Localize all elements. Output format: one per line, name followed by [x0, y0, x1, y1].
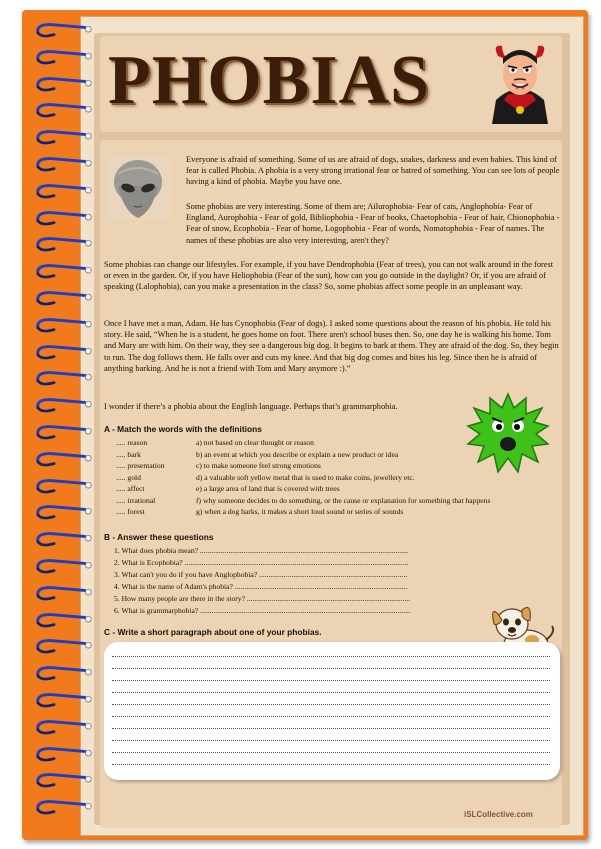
- spiral-ring-icon: [30, 612, 98, 630]
- writing-line: [112, 656, 550, 657]
- spiral-ring-icon: [30, 558, 98, 576]
- spiral-ring-icon: [30, 129, 98, 147]
- spiral-ring-icon: [30, 504, 98, 522]
- writing-line: [112, 668, 550, 669]
- spiral-ring-icon: [30, 746, 98, 764]
- spiral-ring-icon: [30, 799, 98, 817]
- spiral-ring-icon: [30, 772, 98, 790]
- question-item: 2. What is Ecophobia? ......................................................................................................................: [114, 558, 409, 567]
- paragraph-grammarphobia: I wonder if there’s a phobia about the English language. Perhaps that’s grammarphobia.: [104, 402, 398, 411]
- writing-line: [112, 728, 550, 729]
- devil-illustration-icon: [490, 42, 550, 124]
- question-item: 4. What is the name of Adam's phobia? ...........................................................................................: [114, 582, 408, 591]
- writing-line: [112, 692, 550, 693]
- match-word: ..... irrational: [116, 495, 156, 505]
- paragraph-lifestyles: Some phobias can change our lifestyles. For example, if you have Dendrophobia (Fear of trees), you can not walk around in the forest or even in the garden. Or, if you have Heliophobia (Fear of the sun), how can you go outside in the daylight? Or, if you are afraid of speaking (Lalophobia), can you make a presentation in the class? So, some phobias affect some people in an unpleasant way.: [104, 260, 554, 292]
- spiral-ring-icon: [30, 370, 98, 388]
- match-word: ..... affect: [116, 484, 145, 493]
- spiral-ring-icon: [30, 210, 98, 228]
- section-b-heading: B - Answer these questions: [104, 532, 214, 542]
- writing-line: [112, 704, 550, 705]
- spiral-ring-icon: [30, 451, 98, 469]
- spiral-ring-icon: [30, 317, 98, 335]
- writing-line: [112, 764, 550, 765]
- match-definition: a) not based on clear thought or reason: [196, 438, 314, 447]
- spiral-ring-icon: [30, 183, 98, 201]
- match-definition: e) a large area of land that is covered with trees: [196, 484, 340, 493]
- spiral-ring-icon: [30, 236, 98, 254]
- question-item: 3. What can't you do if you have Anglophobia? ..............................................................................: [114, 570, 408, 579]
- question-item: 1. What does phobia mean? ..............................................................................................................: [114, 546, 409, 555]
- spiral-ring-icon: [30, 156, 98, 174]
- spiral-ring-icon: [30, 719, 98, 737]
- match-word: ..... reason: [116, 438, 148, 447]
- intro-paragraph: Everyone is afraid of something. Some of us are afraid of dogs, snakes, darkness and even babies. This kind of fear is called Phobia. A phobia is a very strong irrational fear or hatred of something. You can see lots of people having a kind of phobia. Maybe you have one.: [186, 155, 560, 187]
- writing-area[interactable]: [104, 642, 560, 780]
- match-table: [116, 438, 562, 518]
- alien-photo-icon: [106, 156, 170, 220]
- section-c-heading: C - Write a short paragraph about one of your phobias.: [104, 627, 322, 637]
- writing-line: [112, 716, 550, 717]
- spiral-ring-icon: [30, 531, 98, 549]
- spiral-ring-icon: [30, 76, 98, 94]
- match-word: ..... forest: [116, 507, 145, 516]
- question-item: 6. What is grammarphobia? ...............................................................................................................: [114, 606, 411, 615]
- match-definition: f) why someone decides to do something, or the cause or explanation for something that happens: [196, 495, 491, 505]
- writing-line: [112, 680, 550, 681]
- match-word: ..... gold: [116, 472, 141, 482]
- question-item: 5. How many people are there in the story? ......................................................................................: [114, 594, 411, 603]
- match-definition: c) to make someone feel strong emotions: [196, 461, 321, 470]
- page-title: PHOBIAS: [108, 42, 431, 119]
- match-definition: d) a valuable soft yellow metal that is used to make coins, jewellery etc.: [196, 472, 415, 482]
- spiral-ring-icon: [30, 102, 98, 120]
- section-a-heading: A - Match the words with the definitions: [104, 424, 262, 434]
- spiral-ring-icon: [30, 263, 98, 281]
- spiral-ring-icon: [30, 22, 98, 40]
- writing-line: [112, 752, 550, 753]
- spiral-ring-icon: [30, 692, 98, 710]
- paragraph-story: Once I have met a man, Adam. He has Cynophobia (Fear of dogs). I asked some questions about the reason of his phobia. He told his story. He said, “When he is a student, he goes home on foot. There aren't school buses then. So, one day he is walking his home. Tom and Mary are with him. On their way, they see a dangerous big dog. It begins to bark at them. They are afraid of the dog. So, they begin to run. The dog follows them. He falls over and cuts my knee. And that big dog comes and bites his leg. Since then he is afraid of anything barking. And he is not a friend with Tom and Mary anymore :).”: [104, 319, 559, 373]
- spiral-ring-icon: [30, 424, 98, 442]
- spiral-ring-icon: [30, 344, 98, 362]
- writing-line: [112, 740, 550, 741]
- spiral-ring-icon: [30, 290, 98, 308]
- spiral-ring-icon: [30, 585, 98, 603]
- match-definition: b) an event at which you describe or explain a new product or idea: [196, 449, 399, 459]
- spiral-ring-icon: [30, 638, 98, 656]
- match-word: ..... bark: [116, 449, 141, 459]
- paragraph-phobia-list: Some phobias are very interesting. Some of them are; Ailurophobia- Fear of cats, Anglophobia- Fear of England, Aurophobia - Fear of gold, Bibliophobia - Fear of books, Chaetophobia - Fear of hair, Chionophobia - Fear of snow, Ecophobia - Fear of home, Logophobia - Fear of words, Nomatophobia - Fear of names. The names of these phobias are also very interesting, aren't they?: [186, 202, 560, 245]
- match-definition: g) when a dog barks, it makes a short loud sound or series of sounds: [196, 507, 404, 516]
- match-word: ..... presentation: [116, 461, 165, 470]
- spiral-ring-icon: [30, 665, 98, 683]
- spiral-ring-icon: [30, 478, 98, 496]
- footer-logo: iSLCollective.com: [464, 810, 533, 819]
- spiral-ring-icon: [30, 397, 98, 415]
- spiral-ring-icon: [30, 49, 98, 67]
